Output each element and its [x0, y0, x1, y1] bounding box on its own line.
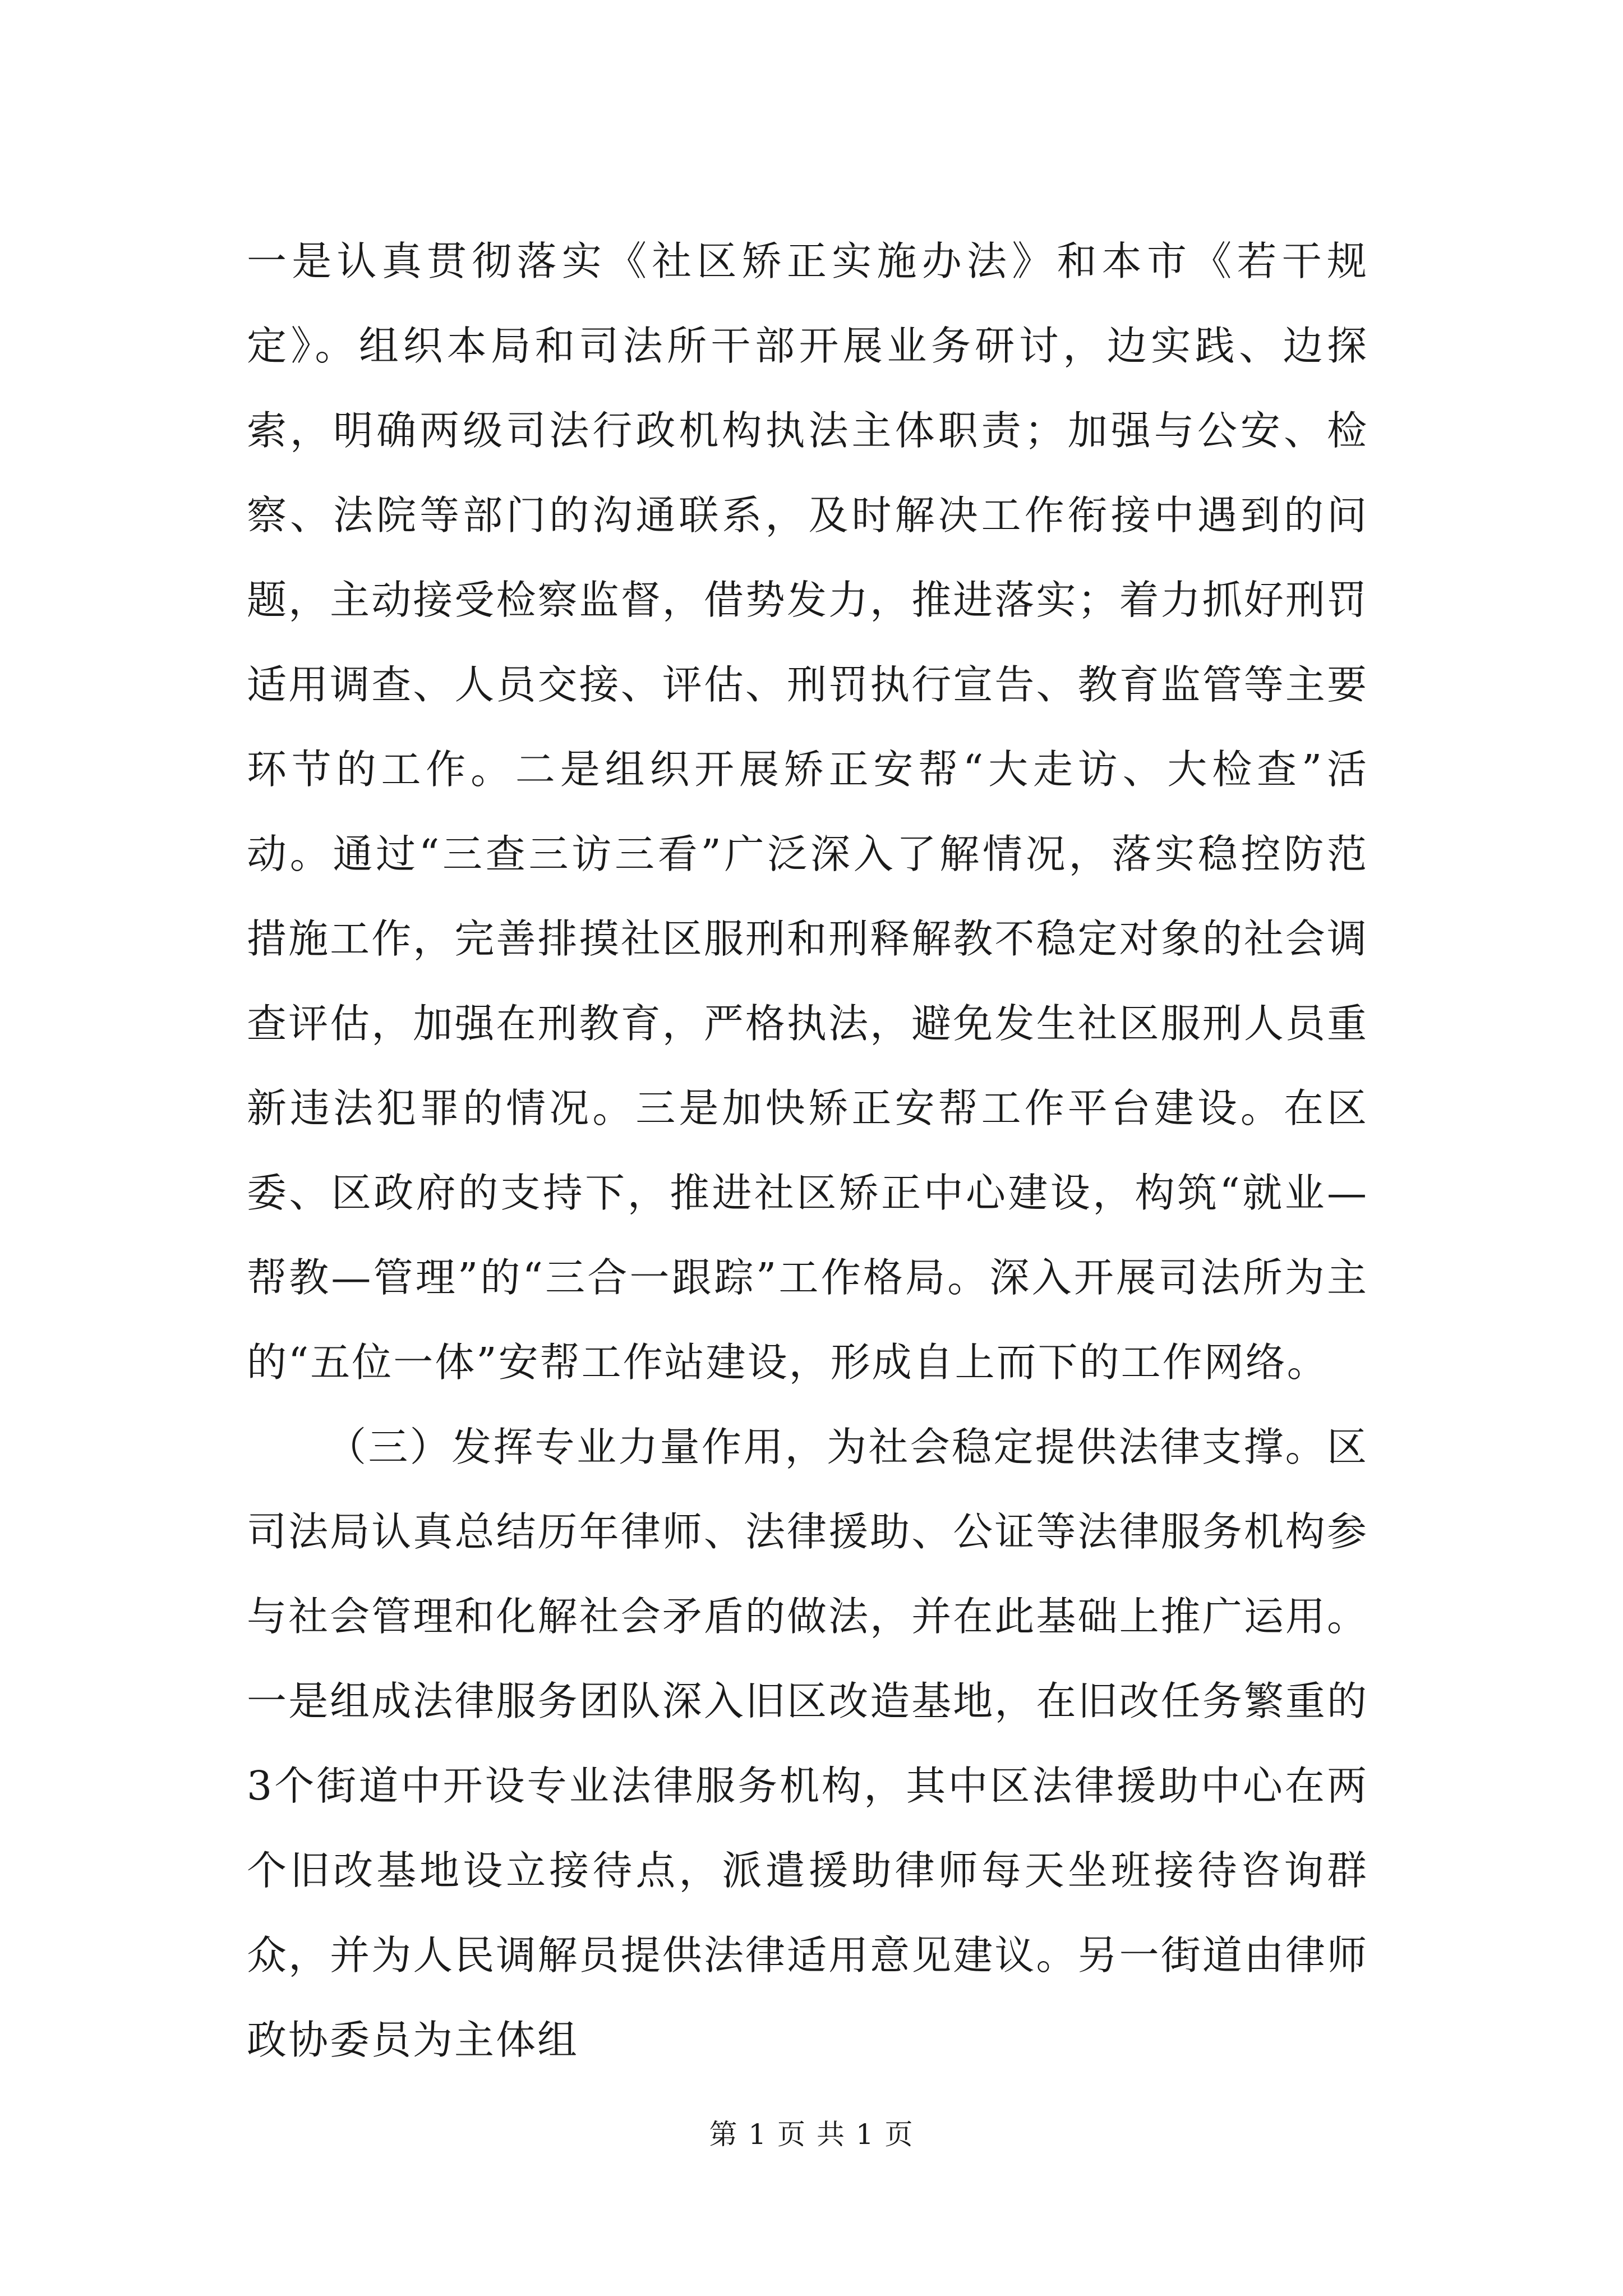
document-body: [247, 219, 1368, 2082]
paragraph-1: 一是认真贯彻落实《社区矫正实施办法》和本市《若干规定》。组织本局和司法所干部开展业务研讨，边实践、边探索，明确两级司法行政机构执法主体职责；加强与公安、检察、法院等部门的沟通联系，及时解决工作衔接中遇到的问题，主动接受检察监督，借势发力，推进落实；着力抓好刑罚适用调查、人员交接、评估、刑罚执行宣告、教育监管等主要环节的工作。二是组织开展矫正安帮“大走访、大检查”活动。通过“三查三访三看”广泛深入了解情况，落实稳控防范措施工作，完善排摸社区服刑和刑释解教不稳定对象的社会调查评估，加强在刑教育，严格执法，避免发生社区服刑人员重新违法犯罪的情况。三是加快矫正安帮工作平台建设。在区委、区政府的支持下，推进社区矫正中心建设，构筑“就业—帮教—管理”的“三合一跟踪”工作格局。深入开展司法所为主的“五位一体”安帮工作站建设，形成自上而下的工作网络。: [247, 238, 1368, 1386]
page-number-footer: 第 1 页 共 1 页: [709, 2118, 914, 2151]
paragraph-2: （三）发挥专业力量作用，为社会稳定提供法律支撑。区司法局认真总结历年律师、法律援助、公证等法律服务机构参与社会管理和化解社会矛盾的做法，并在此基础上推广运用。一是组成法律服务团队深入旧区改造基地，在旧改任务繁重的3个街道中开设专业法律服务机构，其中区法律援助中心在两个旧改基地设立接待点，派遣援助律师每天坐班接待咨询群众，并为人民调解员提供法律适用意见建议。另一街道由律师政协委员为主体组: [247, 1424, 1368, 2063]
